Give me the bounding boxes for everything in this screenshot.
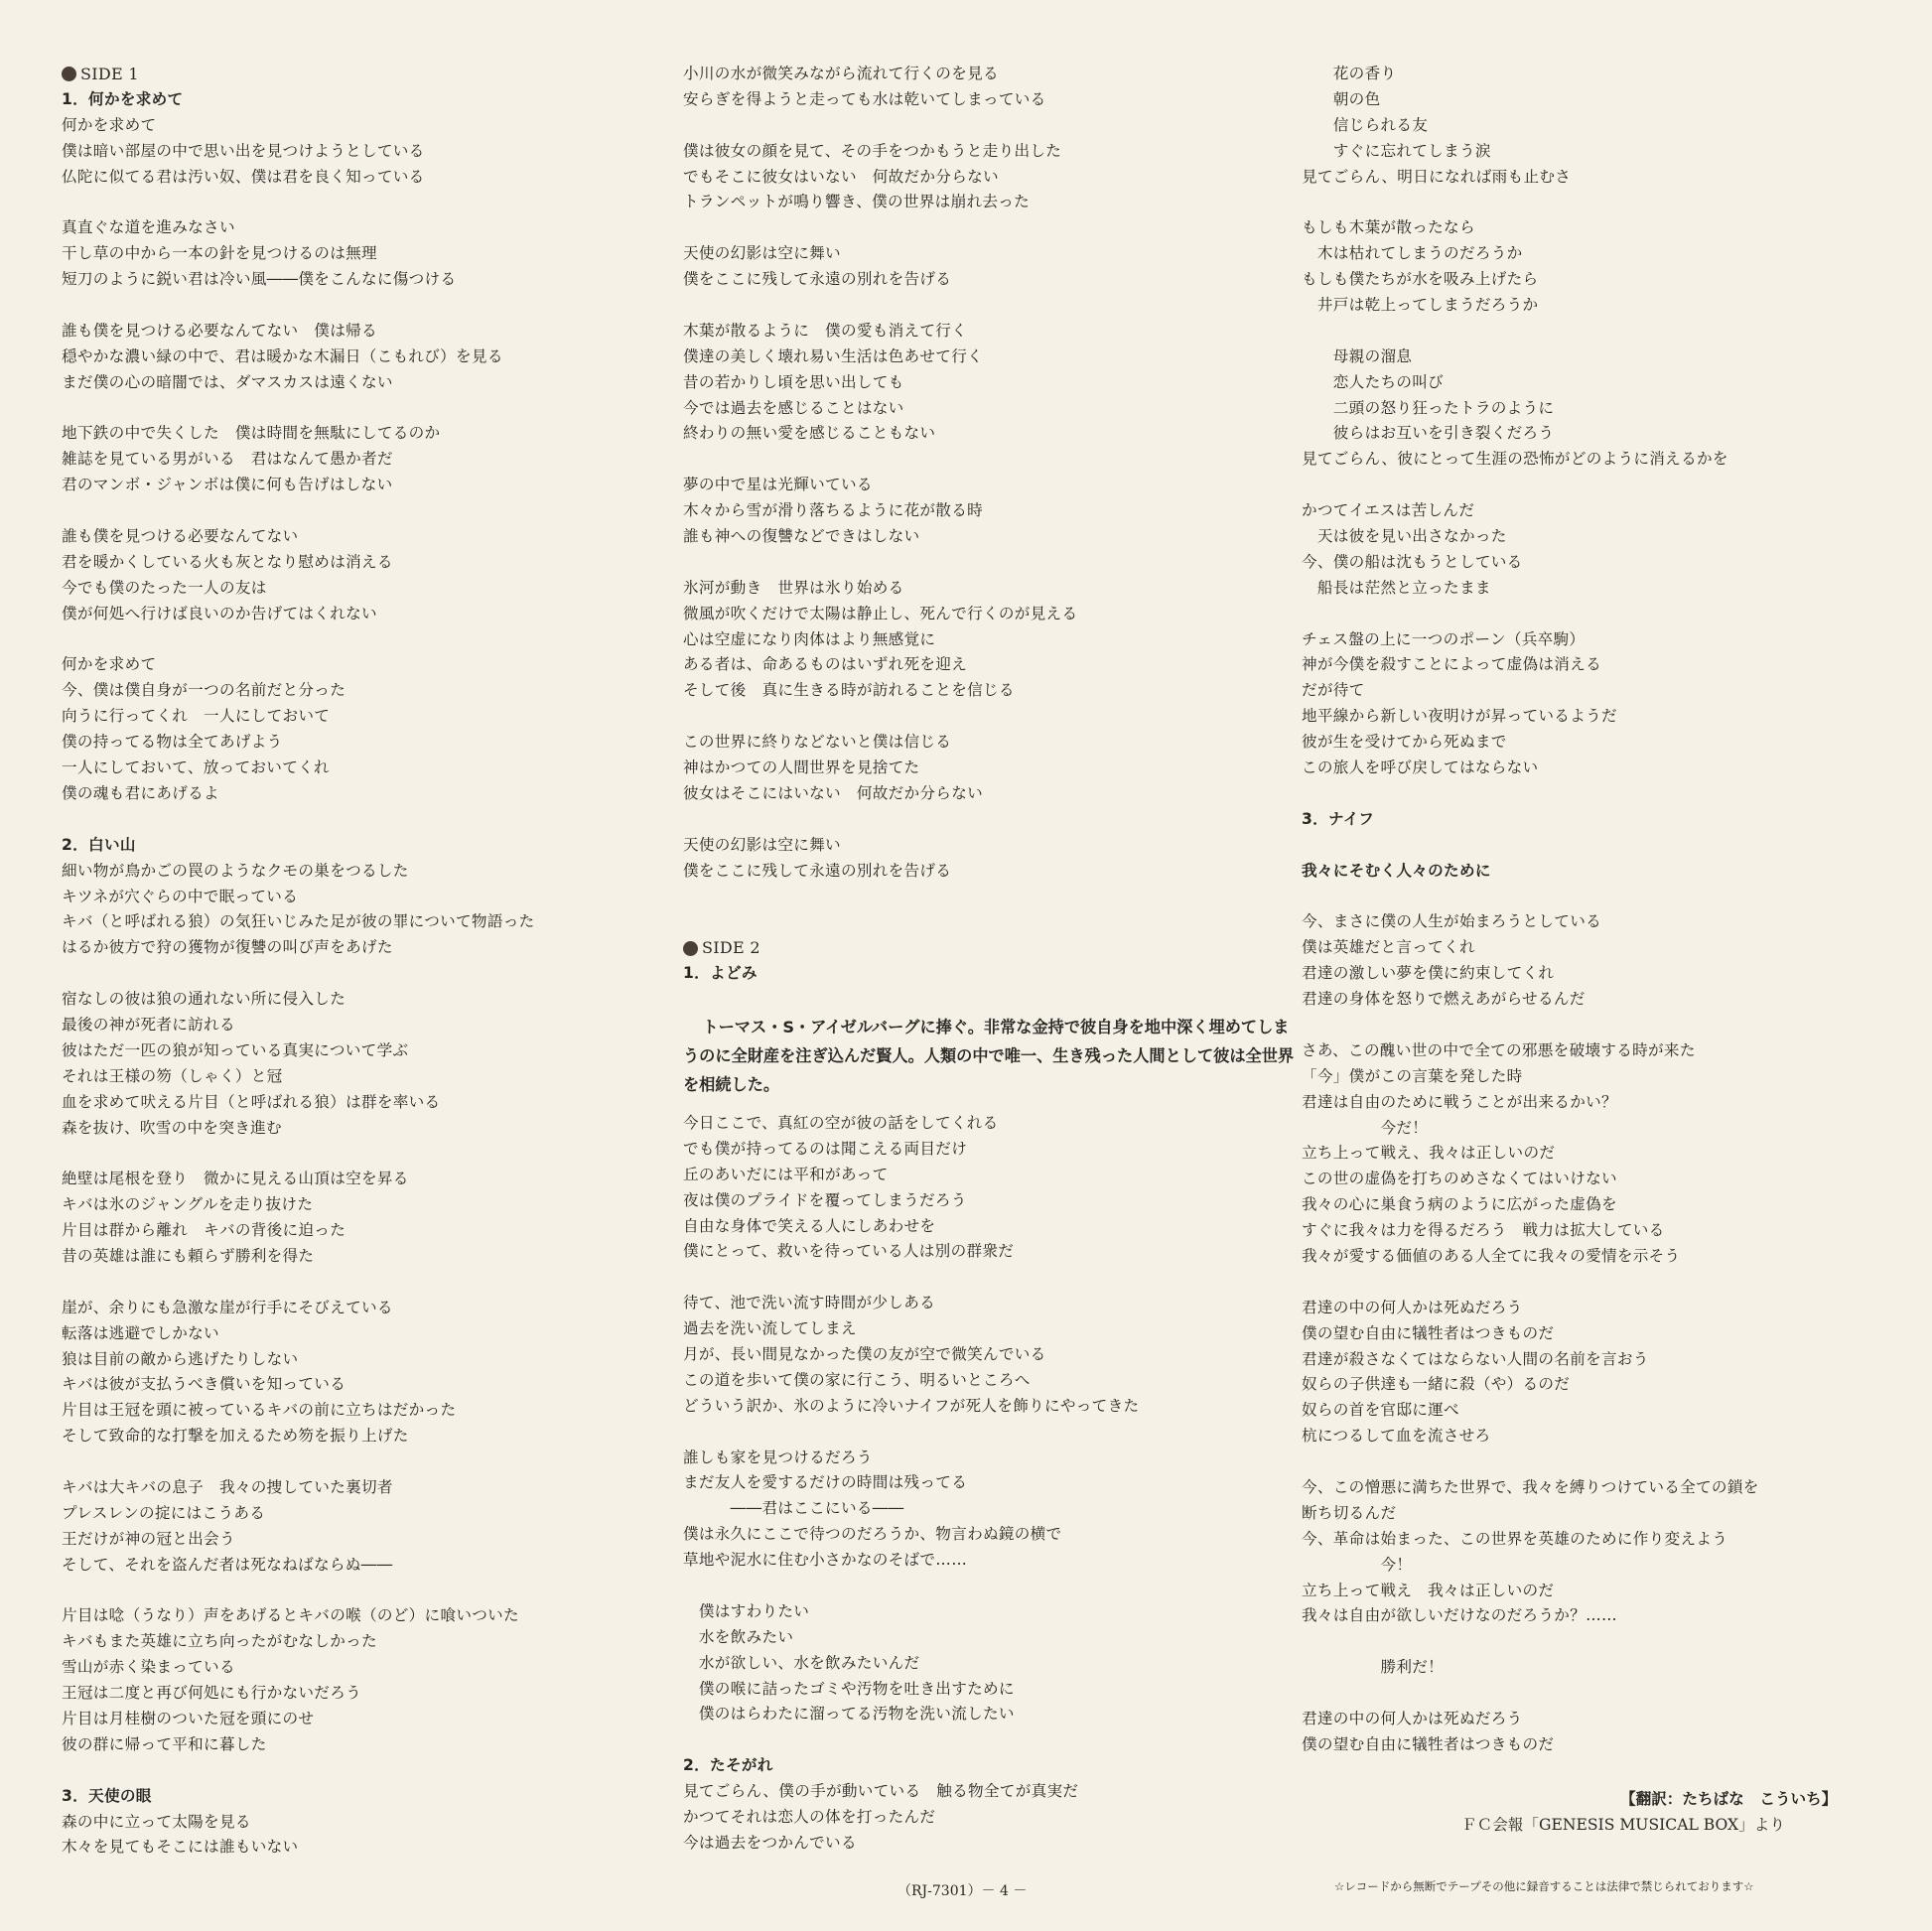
lyric-line: 細い物が鳥かごの罠のようなクモの巣をつるした (62, 861, 409, 880)
lyric-line: 誰しも家を見つけるだろう (683, 1448, 873, 1466)
lyric-line: 立ち上って戦え、我々は正しいのだ (1302, 1144, 1556, 1163)
lyric-line: この道を歩いて僕の家に行こう、明るいところへ (683, 1370, 1031, 1389)
column-3 (1302, 62, 1897, 1758)
lyric-line: 心は空虚になり肉体はより無感覚に (683, 629, 936, 648)
lyric-line: キバもまた英雄に立ち向ったがむなしかった (62, 1632, 377, 1651)
stanza-gap (1302, 1629, 1897, 1655)
lyric-line: 向うに行ってくれ 一人にしておいて (62, 707, 331, 726)
lyric-line: 王冠は二度と再び何処にも行かないだろう (62, 1684, 361, 1703)
lyric-line: 今、僕の船は沈もうとしている (1302, 552, 1523, 571)
song-title: 2．たそがれ (683, 1756, 773, 1775)
lyric-line: 一人にしておいて、放っておいてくれ (62, 759, 330, 777)
song-lyrics (1302, 62, 1897, 781)
lyric-line: 水が欲しい、水を飲みたいんだ (683, 1653, 920, 1672)
lyric-line: 僕をここに残して永遠の別れを告げる (683, 270, 952, 289)
lyric-line: 真直ぐな道を進みなさい (62, 218, 235, 237)
stanza-gap (62, 1270, 667, 1296)
lyric-line: 今では過去を感じることはない (683, 398, 904, 417)
lyric-line: ある者は、命あるものはいずれ死を迎え (683, 655, 968, 674)
song-title: 2．白い山 (62, 835, 136, 854)
lyric-line: 僕はすわりたい (683, 1601, 810, 1620)
lyric-line: 今、まさに僕の人生が始まろうとしている (1302, 912, 1601, 931)
translator-credit: 【翻訳：たちばな こういち】 (1620, 1790, 1838, 1808)
lyric-line: 僕の魂も君にあげるよ (62, 783, 219, 802)
lyric-line: 待て、池で洗い流す時間が少しある (683, 1294, 935, 1312)
lyric-line: 地下鉄の中で失くした 僕は時間を無駄にしてるのか (62, 424, 441, 443)
lyric-line: 僕の持ってる物は全てあげよう (62, 733, 283, 752)
stanza-gap (62, 396, 667, 422)
lyric-line: 今でも僕のたった一人の友は (62, 578, 267, 597)
lyric-line: 何かを求めて (62, 115, 157, 134)
lyric-line: 何かを求めて (62, 655, 157, 674)
lyric-line: すぐに我々は力を得るだろう 戦力は拡大している (1302, 1221, 1665, 1240)
stanza-gap (62, 961, 667, 987)
song-title: 3．ナイフ (1302, 809, 1375, 828)
lyric-line: 僕の喉に詰ったゴミや汚物を吐き出すために (683, 1679, 1015, 1698)
lyric-line: 水を飲みたい (683, 1627, 794, 1646)
song-lyrics (1302, 909, 1897, 1757)
stanza-gap (62, 1141, 667, 1167)
lyric-line: 僕が何処へ行けば良いのか告げてはくれない (62, 604, 377, 622)
lyric-line: そして、それを盗んだ者は死なねばならぬ―― (62, 1555, 393, 1574)
lyric-line: 微風が吹くだけで太陽は静止し、死んで行くのが見える (683, 604, 1078, 622)
lyric-line: 短刀のように鋭い君は冷い風――僕をこんなに傷つける (62, 270, 457, 289)
lyric-line: 安らぎを得ようと走っても水は乾いてしまっている (683, 89, 1046, 108)
stanza-gap (1302, 473, 1897, 498)
stanza-gap (683, 1265, 1299, 1291)
lyric-line: 君を暖かくしている火も灰となり慰めは消える (62, 552, 393, 571)
lyric-line: 君達の身体を怒りで燃えあがらせるんだ (1302, 990, 1586, 1009)
song-lyrics (62, 1810, 667, 1862)
lyric-line: 僕は英雄だと言ってくれ (1302, 938, 1475, 957)
lyric-line: 木葉が散るように 僕の愛も消えて行く (683, 321, 968, 340)
lyric-line: 今、この憎悪に満ちた世界で、我々を縛りつけている全ての鎖を (1302, 1477, 1759, 1496)
lyric-line: そして致命的な打撃を加えるため笏を振り上げた (62, 1427, 409, 1446)
stanza-gap (1302, 1681, 1897, 1707)
stanza-gap (1302, 319, 1897, 345)
lyric-line: 見てごらん、彼にとって生涯の恐怖がどのように消えるかを (1302, 450, 1728, 469)
stanza-gap (683, 807, 1299, 833)
lyric-line: 自由な身体で笑える人にしあわせを (683, 1216, 936, 1235)
lyric-line: 僕は彼女の顔を見て、その手をつかもうと走り出した (683, 141, 1062, 160)
lyric-line: まだ友人を愛するだけの時間は残ってる (683, 1473, 968, 1492)
lyric-line: 森の中に立って太陽を見る (62, 1812, 251, 1831)
lyric-line: 僕にとって、救いを待っている人は別の群衆だ (683, 1242, 1015, 1261)
lyric-line: 奴らの子供達も一緒に殺（や）るのだ (1302, 1375, 1571, 1394)
lyric-line: 杭につるして血を流させろ (1302, 1427, 1491, 1446)
stanza-gap (62, 1579, 667, 1604)
lyric-line: キツネが穴ぐらの中で眠っている (62, 887, 299, 905)
lyric-line: 僕の望む自由に犠牲者はつきものだ (1302, 1323, 1555, 1342)
lyric-line: 夜は僕のプライドを覆ってしまうだろう (683, 1190, 967, 1209)
lyric-line: 仏陀に似てる君は汚い奴、僕は君を良く知っている (62, 167, 425, 186)
lyric-line: 船長は茫然と立ったまま (1302, 578, 1491, 597)
lyric-line: 小川の水が微笑みながら流れて行くのを見る (683, 65, 999, 82)
lyric-line: 神が今僕を殺すことによって虚偽は消える (1302, 655, 1601, 674)
stanza-gap (1302, 190, 1897, 215)
lyric-line: まだ僕の心の暗闇では、ダマスカスは遠くない (62, 372, 393, 391)
lyric-line: 誰も僕を見つける必要なんてない 僕は帰る (62, 321, 377, 340)
lyric-line: 彼らはお互いを引き裂くだろう (1302, 424, 1555, 443)
dedication: トーマス・S・アイゼルバーグに捧ぐ。非常な金持で彼自身を地中深く埋めてしまうのに全財産を注ぎ込んだ賢人。人類の中で唯一、生き残った人間として彼は全世界を相続した。 (683, 1017, 1295, 1094)
record-dot-icon (683, 941, 698, 956)
lyric-line: 君達の激しい夢を僕に約束してくれ (1302, 964, 1555, 983)
lyric-line: もしも木葉が散ったなら (1302, 218, 1475, 237)
lyric-line: 昔の若かりし頃を思い出しても (683, 372, 904, 391)
stanza-gap (1302, 1270, 1897, 1296)
lyric-line: だが待て (1302, 681, 1365, 700)
lyric-line: 過去を洗い流してしまえ (683, 1319, 857, 1338)
lyric-line: 血を求めて吠える片目（と呼ばれる狼）は群を率いる (62, 1092, 441, 1111)
side-2-heading: SIDE 2 (683, 935, 1299, 961)
lyric-line: 穏やかな濃い緑の中で、君は暖かな木漏日（こもれび）を見る (62, 346, 503, 365)
lyric-line: そして後 真に生きる時が訪れることを信じる (683, 681, 1015, 700)
lyric-line: 昔の英雄は誰にも頼らず勝利を得た (62, 1246, 315, 1265)
record-dot-icon (62, 67, 76, 81)
stanza-gap (683, 1574, 1299, 1599)
lyric-line: 彼が生を受けてから死ぬまで (1302, 733, 1507, 752)
lyric-line: 君達の中の何人かは死ぬだろう (1302, 1710, 1523, 1727)
lyric-line: キバは大キバの息子 我々の捜していた裏切者 (62, 1477, 393, 1496)
stanza-gap (62, 293, 667, 319)
lyric-line: 井戸は乾上ってしまうだろうか (1302, 296, 1539, 315)
stanza-gap (1302, 602, 1897, 627)
song-title: 1．よどみ (683, 964, 758, 983)
lyric-line: トランペットが鳴り響き、僕の世界は崩れ去った (683, 193, 1031, 211)
page-number: （RJ-7301）－ 4 － (897, 1883, 1028, 1899)
lyric-line: 雑誌を見ている男がいる 君はなんて愚か者だ (62, 450, 393, 469)
lyric-line: 月が、長い間見なかった僕の友が空で微笑んでいる (683, 1344, 1046, 1363)
lyric-line: もしも僕たちが水を吸み上げたら (1302, 270, 1539, 289)
lyric-line: 今、革命は始まった、この世界を英雄のために作り変えよう (1302, 1529, 1728, 1548)
lyric-line: 転落は逃避でしかない (62, 1323, 219, 1342)
lyric-line: 今は過去をつかんでいる (683, 1833, 857, 1852)
lyric-line: 誰も僕を見つける必要なんてない (62, 527, 299, 546)
lyric-line: 立ち上って戦え 我々は正しいのだ (1302, 1581, 1555, 1599)
lyric-line: 勝利だ！ (1302, 1658, 1445, 1677)
lyric-line: 片目は月桂樹のついた冠を頭にのせ (62, 1710, 315, 1727)
lyric-line: 僕のはらわたに溜ってる汚物を洗い流したい (683, 1705, 1015, 1724)
lyric-line: 終わりの無い愛を感じることもない (683, 424, 936, 443)
copyright-warning: ☆レコードから無断でテープその他に録音することは法律で禁じられております☆ (1334, 1879, 1754, 1893)
lyric-line: さあ、この醜い世の中で全ての邪悪を破壊する時が来た (1302, 1040, 1696, 1059)
lyric-line: 森を抜け、吹雪の中を突き進む (62, 1118, 282, 1137)
lyric-line: 夢の中で星は光輝いている (683, 476, 873, 494)
lyric-line: はるか彼方で狩の獲物が復讐の叫び声をあげた (62, 938, 393, 957)
stanza-gap (683, 215, 1299, 241)
stanza-gap (683, 704, 1299, 730)
lyric-line: でも僕が持ってるのは聞こえる両目だけ (683, 1139, 968, 1158)
lyric-line: 見てごらん、明日になれば雨も止むさ (1302, 167, 1572, 186)
lyric-line: ――君はここにいる―― (683, 1499, 904, 1518)
song-lyrics (683, 1779, 1299, 1857)
lyric-line: この世界に終りなどないと僕は信じる (683, 733, 952, 752)
lyric-line: 木々から雪が滑り落ちるように花が散る時 (683, 501, 983, 520)
lyric-line: 君のマンボ・ジャンボは僕に何も告げはしない (62, 476, 393, 494)
lyric-line: 「今」僕がこの言葉を発した時 (1302, 1066, 1523, 1085)
lyric-line: 狼は目前の敵から逃げたりしない (62, 1349, 299, 1368)
lyric-line: キバ（と呼ばれる狼）の気狂いじみた足が彼の罪について物語った (62, 912, 535, 931)
lyric-line: 地平線から新しい夜明けが昇っているようだ (1302, 707, 1617, 726)
song-lyrics (683, 62, 1299, 885)
lyric-line: 僕達の美しく壊れ易い生活は色あせて行く (683, 346, 983, 365)
lyric-line: 絶壁は尾根を登り 微かに見える山頂は空を昇る (62, 1170, 409, 1188)
lyric-line: キバは彼が支払うべき償いを知っている (62, 1375, 346, 1394)
lyric-line: 木は枯れてしまうのだろうか (1302, 244, 1523, 263)
lyric-line: 木々を見てもそこには誰もいない (62, 1838, 299, 1857)
lyric-line: 奴らの首を官邸に運べ (1302, 1401, 1459, 1420)
lyric-line: どういう訳か、氷のように冷いナイフが死人を飾りにやってきた (683, 1396, 1140, 1415)
lyric-line: 母親の溜息 (1302, 346, 1413, 365)
lyric-line: 我々は自由が欲しいだけなのだろうか？…… (1302, 1606, 1617, 1625)
stanza-gap (683, 1420, 1299, 1446)
lyric-line: 僕は暗い部屋の中で思い出を見つけようとしている (62, 141, 425, 160)
column-1 (62, 62, 667, 1861)
lyric-line: 天は彼を見い出さなかった (1302, 527, 1507, 546)
stanza-gap (1302, 1013, 1897, 1038)
stanza-gap (62, 1449, 667, 1475)
lyric-line: プレスレンの掟にはこうある (62, 1503, 266, 1522)
lyric-line: 彼はただ一匹の狼が知っている真実について学ぶ (62, 1040, 409, 1059)
song-lyrics (62, 859, 667, 1758)
lyric-line: 片目は唸（うなり）声をあげるとキバの喉（のど）に喰いついた (62, 1606, 519, 1625)
song-subtitle: 我々にそむく人々のために (1302, 861, 1491, 880)
stanza-gap (683, 113, 1299, 139)
lyric-line: キバは氷のジャングルを走り抜けた (62, 1195, 314, 1214)
lyric-line: 僕は永久にここで待つのだろうか、物言わぬ鏡の横で (683, 1525, 1062, 1544)
lyric-line: 王だけが神の冠と出会う (62, 1529, 235, 1548)
lyric-line: かつてイエスは苦しんだ (1302, 501, 1475, 520)
lyric-line: 丘のあいだには平和があって (683, 1165, 889, 1183)
lyric-line: 今だ！ (1302, 1118, 1429, 1137)
song-lyrics (683, 1111, 1299, 1727)
lyric-line: かつてそれは恋人の体を打ったんだ (683, 1808, 936, 1826)
lyric-line: 僕をここに残して永遠の別れを告げる (683, 861, 952, 880)
lyric-line: 天使の幻影は空に舞い (683, 835, 841, 854)
lyric-line: 崖が、余りにも急激な崖が行手にそびえている (62, 1298, 393, 1316)
source-credit: ＦＣ会報「GENESIS MUSICAL BOX」より (1461, 1816, 1785, 1834)
lyric-line: 君達は自由のために戦うことが出来るかい？ (1302, 1092, 1617, 1111)
lyric-line: 花の香り (1302, 65, 1397, 82)
lyric-line: 草地や泥水に住む小さかなのそばで…… (683, 1551, 968, 1570)
lyric-line: 片目は王冠を頭に被っているキバの前に立ちはだかった (62, 1401, 457, 1420)
side-1-heading: SIDE 1 (62, 62, 667, 87)
stanza-gap (62, 627, 667, 653)
lyric-line: 二頭の怒り狂ったトラのように (1302, 398, 1555, 417)
lyric-line: 今日ここで、真紅の空が彼の話をしてくれる (683, 1113, 999, 1132)
stanza-gap (1302, 1449, 1897, 1475)
lyric-line: 彼の群に帰って平和に暮した (62, 1734, 267, 1753)
lyric-line: 今！ (1302, 1555, 1413, 1574)
lyric-line: 君達の中の何人かは死ぬだろう (1302, 1298, 1523, 1316)
lyric-line: 断ち切るんだ (1302, 1503, 1397, 1522)
lyric-line: 最後の神が死者に訪れる (62, 1015, 235, 1034)
lyric-line: 彼女はそこにはいない 何故だか分らない (683, 783, 983, 802)
lyric-line: 片目は群から離れ キバの背後に迫った (62, 1221, 346, 1240)
stanza-gap (683, 550, 1299, 576)
lyric-line: それは王様の笏（しゃく）と冠 (62, 1066, 283, 1085)
stanza-gap (62, 190, 667, 215)
lyric-line: 干し草の中から一本の針を見つけるのは無理 (62, 244, 377, 263)
lyric-line: 我々の心に巣食う病のように広がった虚偽を (1302, 1195, 1617, 1214)
song-title: 3．天使の眼 (62, 1786, 152, 1805)
lyric-line: 僕の望む自由に犠牲者はつきものだ (1302, 1734, 1555, 1753)
lyric-line: 雪山が赤く染まっている (62, 1658, 235, 1677)
stanza-gap (683, 293, 1299, 319)
song-lyrics (62, 113, 667, 807)
stanza-gap (683, 447, 1299, 473)
lyric-line: 宿なしの彼は狼の通れない所に侵入した (62, 990, 346, 1009)
lyric-line: 氷河が動き 世界は氷り始める (683, 578, 904, 597)
lyric-line: この世の虚偽を打ちのめさなくてはいけない (1302, 1170, 1617, 1188)
lyric-line: 君達が殺さなくてはならない人間の名前を言おう (1302, 1349, 1649, 1368)
lyric-line: 見てごらん、僕の手が動いている 触る物全てが真実だ (683, 1782, 1079, 1801)
lyric-line: 神はかつての人間世界を見捨てた (683, 759, 920, 777)
lyric-line: 天使の幻影は空に舞い (683, 244, 841, 263)
song-title: 1．何かを求めて (62, 89, 184, 108)
lyric-line: 恋人たちの叫び (1302, 372, 1445, 391)
lyric-line: この旅人を呼び戻してはならない (1302, 759, 1539, 777)
column-2 (683, 62, 1299, 1857)
lyric-line: すぐに忘れてしまう涙 (1302, 141, 1491, 160)
lyric-line: 誰も神への復讐などできはしない (683, 527, 920, 546)
lyric-line: 朝の色 (1302, 89, 1381, 108)
lyric-line: 今、僕は僕自身が一つの名前だと分った (62, 681, 346, 700)
lyric-line: チェス盤の上に一つのポーン（兵卒駒） (1302, 629, 1586, 648)
lyric-line: でもそこに彼女はいない 何故だか分らない (683, 167, 999, 186)
lyric-line: 我々が愛する価値のある人全てに我々の愛情を示そう (1302, 1246, 1681, 1265)
stanza-gap (62, 498, 667, 524)
lyric-line: 信じられる友 (1302, 115, 1429, 134)
